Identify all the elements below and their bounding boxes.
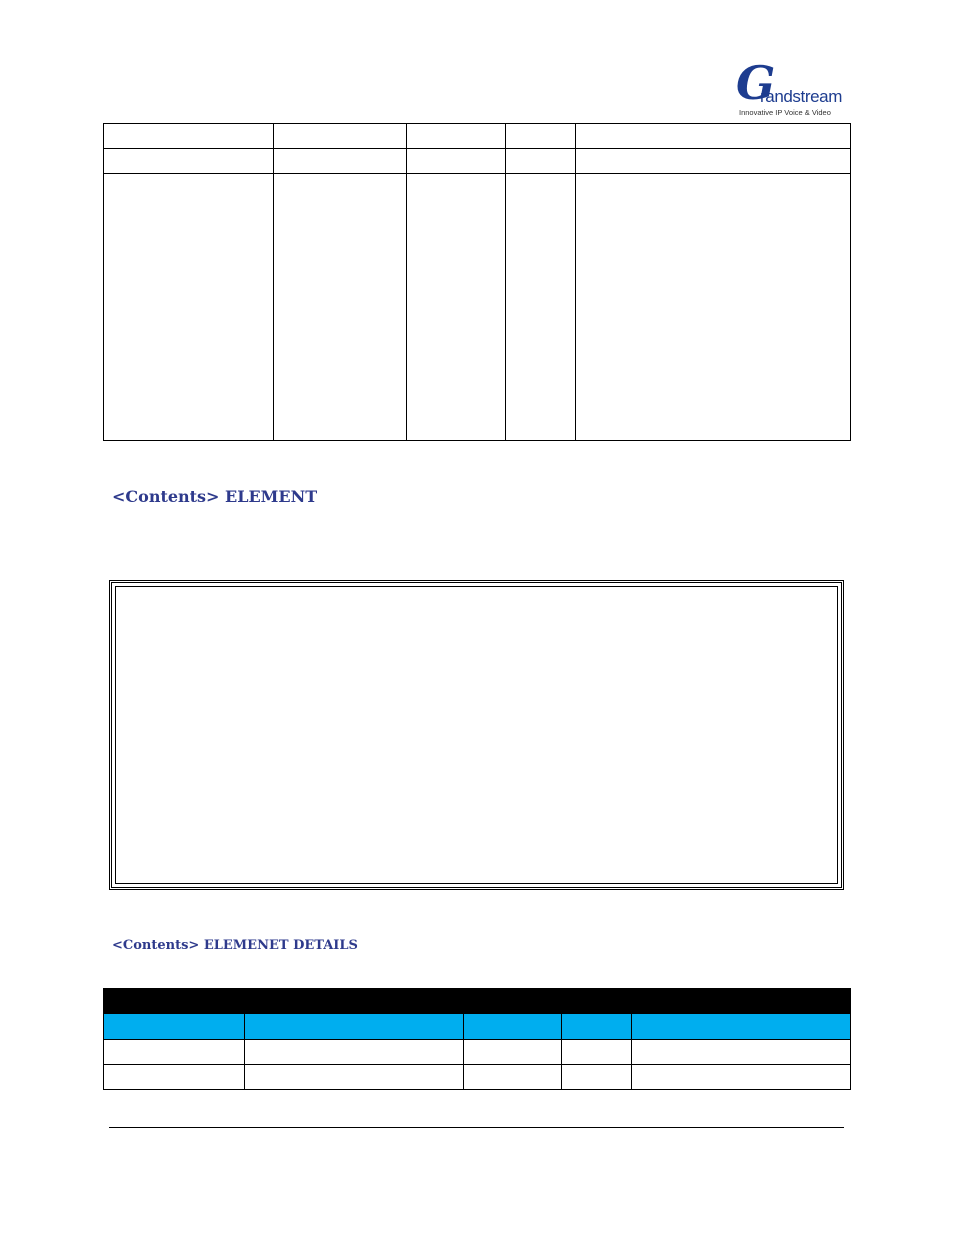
footer-rule bbox=[109, 1127, 844, 1128]
table-column-divider bbox=[505, 124, 506, 440]
table-column-divider bbox=[244, 1014, 245, 1089]
details-table bbox=[103, 988, 851, 1090]
section-heading: <Contents> ELEMENT bbox=[112, 487, 318, 506]
table-row-divider bbox=[104, 148, 850, 149]
table-column-divider bbox=[463, 1014, 464, 1089]
logo-tagline: Innovative IP Voice & Video bbox=[739, 108, 831, 117]
table-column-divider bbox=[631, 1014, 632, 1089]
table-row-divider bbox=[104, 173, 850, 174]
logo-initial: G bbox=[736, 56, 776, 110]
table-title-row bbox=[104, 989, 850, 1014]
grandstream-logo bbox=[736, 56, 842, 120]
table-row-divider bbox=[104, 1039, 850, 1040]
details-heading: <Contents> ELEMENET DETAILS bbox=[112, 938, 358, 953]
table-column-divider bbox=[561, 1014, 562, 1089]
table-column-divider bbox=[575, 124, 576, 440]
table-column-divider bbox=[406, 124, 407, 440]
table-column-divider bbox=[273, 124, 274, 440]
code-example-inner bbox=[115, 586, 838, 884]
table-row-divider bbox=[104, 1064, 850, 1065]
code-example-box bbox=[109, 580, 844, 890]
table-header-row bbox=[104, 1014, 850, 1039]
logo-wordmark: randstream bbox=[760, 87, 842, 106]
attributes-table bbox=[103, 123, 851, 441]
